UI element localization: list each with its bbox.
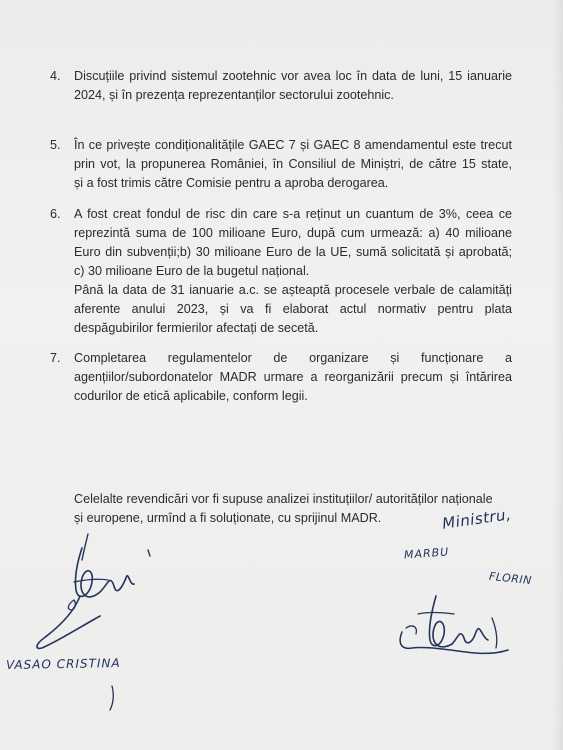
- item-line: c) 30 milioane Euro de la bugetul național.: [74, 264, 310, 278]
- closing-line: Celelalte revendicări vor fi supuse analizei instituțiilor/ autorităților naționale: [74, 492, 493, 506]
- left-signature-scribble: [30, 530, 160, 660]
- item-line: agențiilor/subordonatelor MADR urmare a reorganizării precum și întărirea: [74, 370, 512, 384]
- item-line: 2024, și în prezența reprezentanților sectorului zootehnic.: [74, 88, 394, 102]
- item-line: A fost creat fondul de risc din care s-a reținut un cuantum de 3%, ceea ce: [74, 207, 512, 221]
- item-number: 5.: [50, 138, 61, 152]
- list-item-7: [50, 349, 512, 406]
- list-item-5: [50, 136, 512, 193]
- list-item-4: [50, 67, 512, 105]
- item-line: Discuțiile privind sistemul zootehnic vor avea loc în data de luni, 15 ianuarie: [74, 69, 512, 83]
- item-number: 6.: [50, 207, 61, 221]
- right-signature-surname: MARBU: [403, 545, 450, 562]
- item-line: Completarea regulamentelor de organizare și funcționare a: [74, 351, 512, 365]
- item-line: aferente anului 2023, și va fi elaborat actul normativ pentru plata: [74, 302, 512, 316]
- item-line: Euro din subvenții;b) 30 milioane Euro de la UE, sumă solicitată și aprobată;: [74, 245, 512, 259]
- closing-line: și europene, urmînd a fi soluționate, cu sprijinul MADR.: [74, 511, 382, 525]
- item-line: În ce privește condiționalitățile GAEC 7 și GAEC 8 amendamentul este trecut: [74, 138, 512, 152]
- right-signature-scribble: [392, 588, 522, 678]
- left-signature-name: VASAO CRISTINA: [5, 656, 121, 672]
- item-number: 7.: [50, 351, 61, 365]
- right-signature-title: Ministru,: [441, 505, 513, 533]
- item-line: despăgubirilor fermierilor afectați de secetă.: [74, 321, 319, 335]
- item-line: prin vot, la propunerea României, în Consiliul de Miniștri, de către 15 state,: [74, 157, 512, 171]
- list-item-6: [50, 205, 512, 338]
- left-signature-underline: [104, 684, 124, 714]
- item-line: Până la data de 31 ianuarie a.c. se așteaptă procesele verbale de calamități: [74, 283, 512, 297]
- item-number: 4.: [50, 69, 61, 83]
- item-line: și a fost trimis către Comisie pentru a aproba derogarea.: [74, 176, 389, 190]
- page-edge-shadow: [553, 0, 563, 750]
- item-line: reprezintă suma de 100 milioane Euro, după cum urmează: a) 40 milioane: [74, 226, 512, 240]
- right-signature-firstname: FLORIN: [488, 569, 533, 588]
- item-line: codurilor de etică aplicabile, conform legii.: [74, 389, 308, 403]
